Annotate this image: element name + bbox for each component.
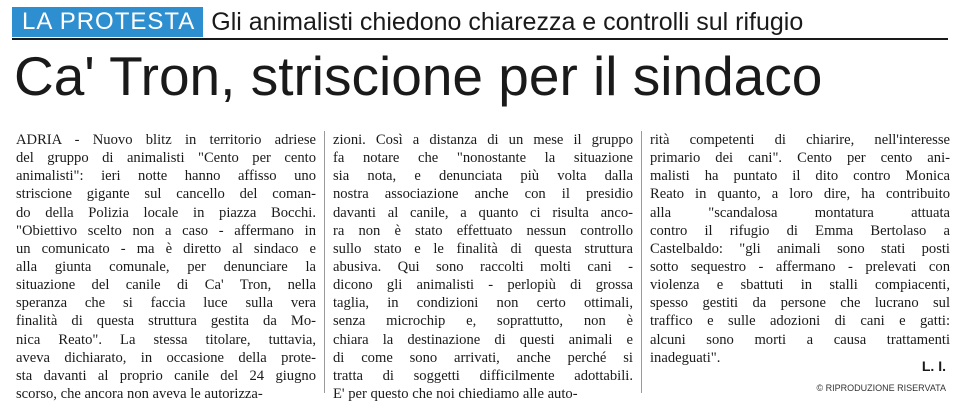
text-line: "Obiettivo scelto non a caso - affermano in xyxy=(16,222,316,239)
text-line: chiara la destinazione di questi animali e xyxy=(333,331,633,348)
text-line: Reato in quanto, a loro dire, ha contribuito xyxy=(650,186,950,203)
text-line: finalità di questa struttura gestita da Mo- xyxy=(16,313,316,330)
text-line: sta davanti al proprio canile del 24 giugno xyxy=(16,367,316,384)
text-line: del gruppo di animalisti "Cento per cento xyxy=(16,150,316,167)
text-line: aveva dichiarato, in occasione della prote- xyxy=(16,349,316,366)
text-line: scorso, che ancora non aveva le autorizza- xyxy=(16,385,263,402)
kicker-subtitle: Gli animalisti chiedono chiarezza e controlli sul rifugio xyxy=(211,7,804,36)
text-line: abusiva. Qui sono raccolti molti cani - xyxy=(333,258,633,275)
author-signature: L. I. xyxy=(921,358,946,374)
text-line: davanti al canile, a quanto ci risulta anco- xyxy=(333,204,633,221)
text-line: rità competenti di chiarire, nell'interesse xyxy=(650,132,950,148)
text-line: dicono gli animalisti - perlopiù di grossa xyxy=(333,277,633,294)
kicker-row xyxy=(12,6,948,40)
text-line: alcuni sono morti a causa trattamenti xyxy=(650,331,950,348)
text-line: alla "scandalosa montatura attuata xyxy=(650,204,950,221)
text-line: sia nota, e denunciata più volta dalla xyxy=(333,168,633,185)
text-line: malisti ha puntato il dito contro Monica xyxy=(650,168,950,185)
text-line: primario dei cani". Cento per cento ani- xyxy=(650,150,950,167)
text-line: contro il rifugio di Emma Bertolaso a xyxy=(650,222,950,239)
text-line: animalisti": ieri notte hanno affisso uno xyxy=(16,168,316,185)
article-column-2 xyxy=(333,131,633,403)
text-line: ADRIA - Nuovo blitz in territorio adriese xyxy=(16,132,316,148)
text-line: inadeguati". xyxy=(650,349,721,366)
text-line: spesso gestiti da persone che lucrano sul xyxy=(650,295,950,312)
text-line: nica Reato". La stessa titolare, tuttavia, xyxy=(16,331,316,348)
text-line: tratta di soggetti difficilmente adottabili. xyxy=(333,367,633,384)
text-line: situazione del canile di Ca' Tron, nella xyxy=(16,277,316,294)
text-line: senza microchip e, soprattutto, non è xyxy=(333,313,633,330)
text-line: zioni. Così a distanza di un mese il gruppo xyxy=(333,132,633,148)
text-line: alla giunta comunale, per denunciare la xyxy=(16,258,316,275)
text-line: fa notare che "nonostante la situazione xyxy=(333,150,633,167)
section-tag: LA PROTESTA xyxy=(12,7,203,37)
text-line: E' per questo che noi chiediamo alle auto- xyxy=(333,385,578,402)
article-column-1 xyxy=(16,131,316,403)
text-line: taglia, in condizioni non certo ottimali, xyxy=(333,295,633,312)
article-column-3 xyxy=(650,131,950,367)
text-line: Castelbaldo: "gli animali sono stati posti xyxy=(650,240,950,257)
column-divider xyxy=(324,131,325,393)
text-line: striscione gigante sul cancello del coman- xyxy=(16,186,316,203)
text-line: speranza che si faccia luce sulla vera xyxy=(16,295,316,312)
text-line: un comunicato - ma è diretto al sindaco e xyxy=(16,240,316,257)
text-line: do della Polizia locale in piazza Bocchi. xyxy=(16,204,316,221)
headline: Ca' Tron, striscione per il sindaco xyxy=(14,45,823,107)
text-line: violenza e sbattuti in stalli compiacenti, xyxy=(650,277,950,294)
text-line: sullo stato e le finalità di questa struttura xyxy=(333,240,633,257)
text-line: di come sono arrivati, anche perché si xyxy=(333,349,633,366)
copyright-notice: © RIPRODUZIONE RISERVATA xyxy=(816,383,946,393)
text-line: sotto sequestro - affermano - prelevati con xyxy=(650,258,950,275)
text-line: traffico e sulle adozioni di cani e gatti: xyxy=(650,313,950,330)
column-divider xyxy=(641,131,642,393)
text-line: nostra associazione anche con il presidio xyxy=(333,186,633,203)
text-line: ra non è stato effettuato nessun controllo xyxy=(333,222,633,239)
